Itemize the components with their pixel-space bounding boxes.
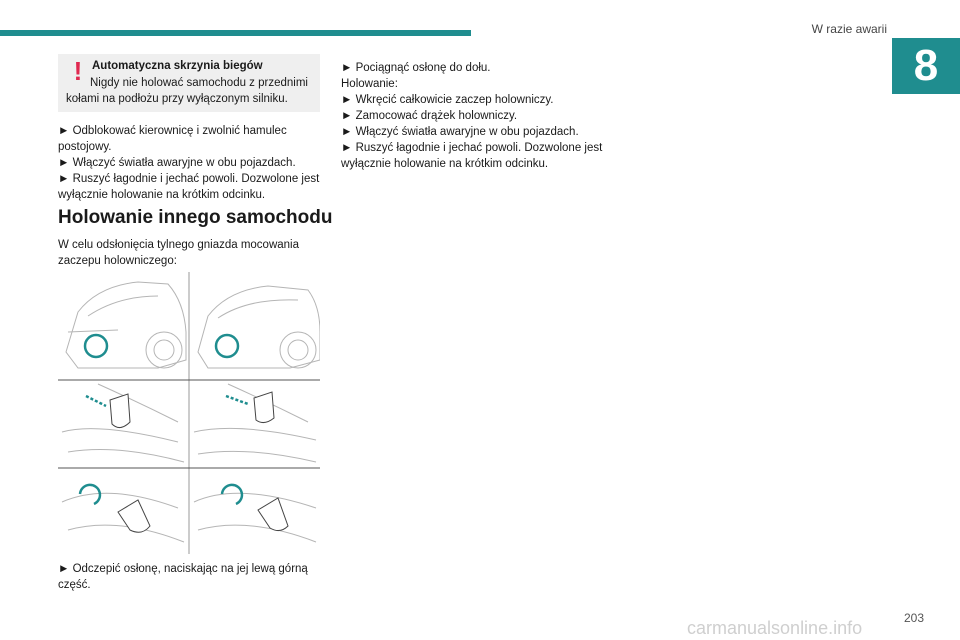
right-step-4: ► Włączyć światła awaryjne w obu pojazdach. <box>341 124 603 140</box>
right-step-3: ► Zamocować drążek holowniczy. <box>341 108 603 124</box>
tow-hook-cover-illustration <box>58 272 320 554</box>
header-accent-bar <box>0 30 471 36</box>
section-title: W razie awarii <box>811 22 887 36</box>
watermark: carmanualsonline.info <box>687 618 863 638</box>
warning-title: Automatyczna skrzynia biegów <box>92 60 263 72</box>
left-step-1: ► Odblokować kierownicę i zwolnić hamulec postojowy. <box>58 123 320 155</box>
after-figure-step: ► Odczepić osłonę, naciskając na jej lewą górną część. <box>58 561 320 593</box>
left-step-2: ► Włączyć światła awaryjne w obu pojazdach. <box>58 155 320 171</box>
right-step-1: ► Pociągnąć osłonę do dołu. <box>341 60 603 76</box>
left-step-3: ► Ruszyć łagodnie i jechać powoli. Dozwolone jest wyłącznie holowanie na krótkim odcinku. <box>58 171 320 203</box>
right-step-2: ► Wkręcić całkowicie zaczep holowniczy. <box>341 92 603 108</box>
chapter-number-tab: 8 <box>892 38 960 94</box>
section-heading: Holowanie innego samochodu <box>58 207 333 228</box>
page-number: 203 <box>903 611 924 625</box>
towing-label: Holowanie: <box>341 78 398 90</box>
section-intro: W celu odsłonięcia tylnego gniazda mocowania zaczepu holowniczego: <box>58 239 300 267</box>
exclamation-icon: ! <box>73 56 83 86</box>
warning-body: Nigdy nie holować samochodu z przednimi kołami na podłożu przy wyłączonym silniku. <box>66 77 308 105</box>
right-step-5: ► Ruszyć łagodnie i jechać powoli. Dozwolone jest wyłącznie holowanie na krótkim odcinku. <box>341 140 603 172</box>
